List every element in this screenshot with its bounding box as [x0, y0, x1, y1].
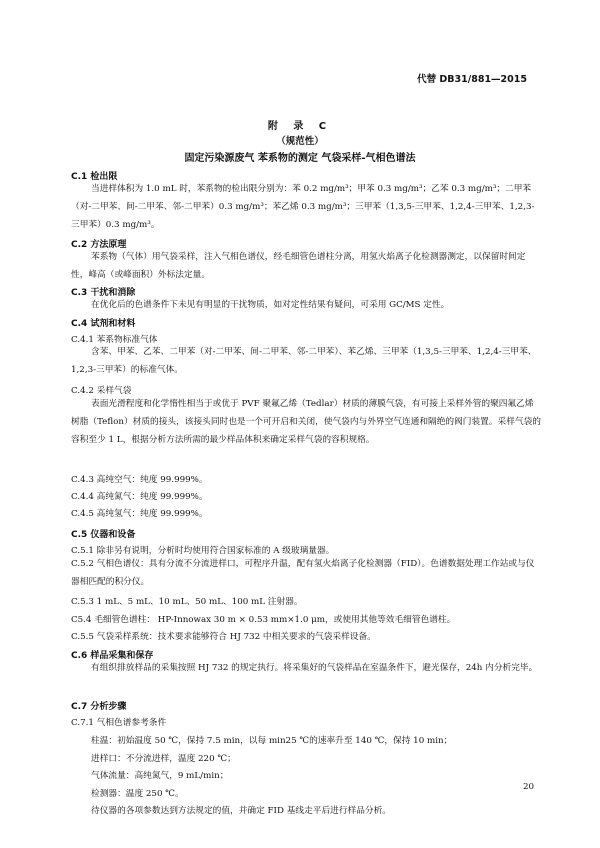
- section-c51: C.5.1 除非另有说明，分析时均使用符合国家标准的 A 级玻璃量器。: [71, 546, 335, 556]
- section-c45: C.4.5 高纯氢气：纯度 99.999%。: [71, 509, 208, 519]
- appendix-label: 附 录 C: [267, 121, 333, 132]
- section-c4-heading: C.4 试剂和材料: [71, 319, 136, 329]
- section-c53: C.5.3 1 mL、5 mL、10 mL、50 mL、100 mL 注射器。: [71, 597, 303, 607]
- page-number: 20: [522, 782, 534, 792]
- section-c6-text: 有组织排放样品的采集按照 HJ 732 的规定执行。将采集好的气袋样品在室温条件下，避光保存，24h 内分析完毕。: [91, 663, 538, 673]
- section-c44: C.4.4 高纯氮气：纯度 99.999%。: [71, 492, 208, 502]
- section-c5-heading: C.5 仪器和设备: [71, 530, 136, 540]
- injector-line: 进样口：不分流进样，温度 220 ℃；: [91, 754, 236, 764]
- section-c41-title: C.4.1 苯系物标准气体: [71, 335, 158, 345]
- standard-code-header: 代替 DB31/881—2015: [417, 74, 527, 85]
- section-c42-title: C.4.2 采样气袋: [71, 386, 132, 396]
- section-c3-text: 在优化后的色谱条件下未见有明显的干扰物质，如对定性结果有疑问，可采用 GC/MS 定性。: [91, 300, 450, 310]
- gas-flow-line: 气体流量：高纯氮气，9 mL/min；: [91, 771, 229, 781]
- section-c3-heading: C.3 干扰和消除: [71, 288, 136, 298]
- column-temperature-line: 柱温：初始温度 50 ℃，保持 7.5 min，以每 min25 ℃的速率升至 140 ℃，保持 10 min；: [91, 736, 453, 746]
- section-c41-text: 含苯、甲苯、乙苯、二甲苯（对-二甲苯、间-二甲苯、邻-二甲苯）、苯乙烯、三甲苯（1,3,5-三甲苯、1,2,4-三甲苯、1,2,3-三甲苯）的标准气体。: [71, 347, 537, 375]
- section-c7-heading: C.7 分析步骤: [71, 702, 127, 712]
- section-c52: C.5.2 气相色谱仪：具有分流不分流进样口，可程序升温，配有氢火焰离子化检测器（FID）。色谱数据处理工作站或与仪器相匹配的积分仪。: [71, 559, 535, 587]
- analysis-instruction-line: 待仪器的各项参数达到方法规定的值，并确定 FID 基线走平后进行样品分析。: [91, 806, 391, 816]
- section-c6-heading: C.6 样品采集和保存: [71, 651, 154, 661]
- section-c43: C.4.3 高纯空气：纯度 99.999%。: [71, 475, 208, 485]
- detector-line: 检测器：温度 250 ℃。: [91, 789, 184, 799]
- section-c1-heading: C.1 检出限: [71, 172, 118, 182]
- section-c71-title: C.7.1 气相色谱参考条件: [71, 718, 167, 728]
- section-c2-text: 苯系物（气体）用气袋采样，注入气相色谱仪，经毛细管色谱柱分离，用氢火焰离子化检测器测定，以保留时间定性，峰高（或峰面积）外标法定量。: [71, 252, 526, 280]
- section-c1-text: 当进样体积为 1.0 mL 时，苯系物的检出限分别为：苯 0.2 mg/m³；甲苯 0.3 mg/m³；乙苯 0.3 mg/m³；二甲苯（对-二甲苯、间-二甲苯、邻-二甲苯）0.3 mg/m³；苯乙烯 0.3 mg/m³；三甲苯（1,3,5-三甲苯、1,2,4-三甲苯、1,2,3-三甲苯）0.3 mg/m³。: [71, 184, 535, 230]
- section-c2-heading: C.2 方法原理: [71, 240, 127, 250]
- appendix-title: 固定污染源废气 苯系物的测定 气袋采样-气相色谱法: [184, 153, 416, 164]
- section-c42-text: 表面光滑程度和化学惰性相当于或优于 PVF 聚氟乙烯（Tedlar）材质的薄膜气袋，有可接上采样外管的聚四氟乙烯树脂（Teflon）材质的接头，该接头同时也是一个可开启和关闭，使气袋内与外界空气连通和隔绝的阀门装置。采样气袋的容积至少 1 L，根据分析方法所需的最少样品体积来确定采样气袋的容积规格。: [71, 399, 541, 445]
- section-c54: C5.4 毛细管色谱柱： HP-Innowax 30 m × 0.53 mm×1.0 μm，或使用其他等效毛细管色谱柱。: [71, 615, 456, 625]
- section-c55: C.5.5 气袋采样系统：技术要求能够符合 HJ 732 中相关要求的气袋采样设备。: [71, 632, 376, 642]
- normative-label: （规范性）: [276, 136, 324, 147]
